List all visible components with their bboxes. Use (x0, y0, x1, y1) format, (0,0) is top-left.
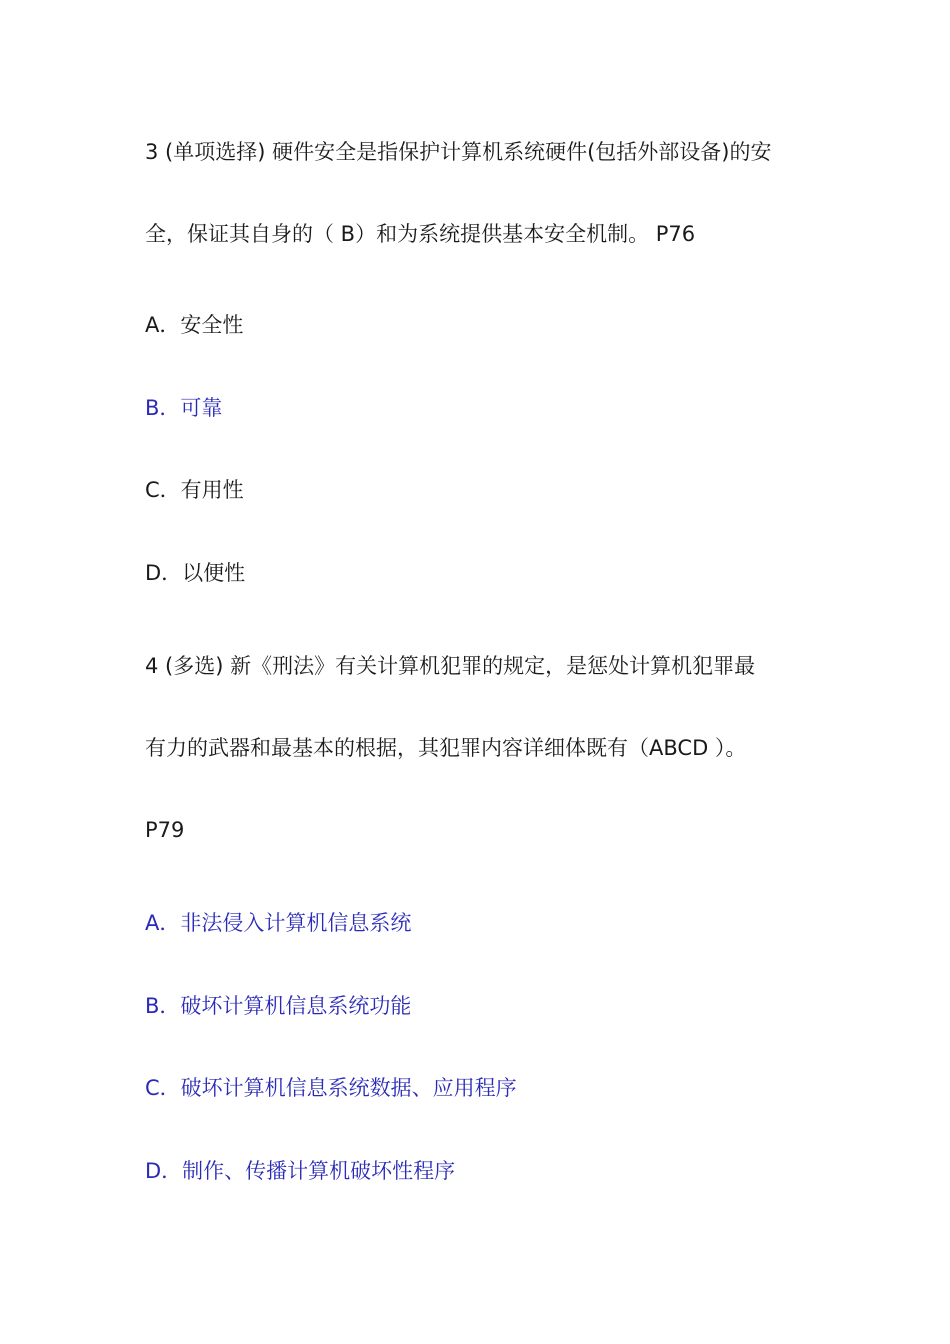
question-3-line-1: 3 (单项选择) 硬件安全是指保护计算机系统硬件(包括外部设备)的安 (145, 140, 772, 164)
question-3-line-2: 全，保证其自身的（ B）和为系统提供基本安全机制。 P76 (145, 222, 696, 246)
question-4-line-1: 4 (多选) 新《刑法》有关计算机犯罪的规定，是惩处计算机犯罪最 (145, 654, 756, 678)
question-4-option-b: B．破坏计算机信息系统功能 (145, 994, 412, 1018)
question-3-option-a: A．安全性 (145, 313, 244, 337)
question-4-line-2: 有力的武器和最基本的根据，其犯罪内容详细体既有（ABCD ）。 (145, 736, 747, 760)
question-4-option-c: C．破坏计算机信息系统数据、应用程序 (145, 1076, 517, 1100)
question-3-option-b: B．可靠 (145, 396, 223, 420)
question-4-option-d: D．制作、传播计算机破坏性程序 (145, 1159, 456, 1183)
question-4-option-a: A．非法侵入计算机信息系统 (145, 911, 412, 935)
question-3-option-c: C．有用性 (145, 478, 244, 502)
question-3-option-d: D．以便性 (145, 561, 246, 585)
question-4-line-3: P79 (145, 818, 185, 842)
